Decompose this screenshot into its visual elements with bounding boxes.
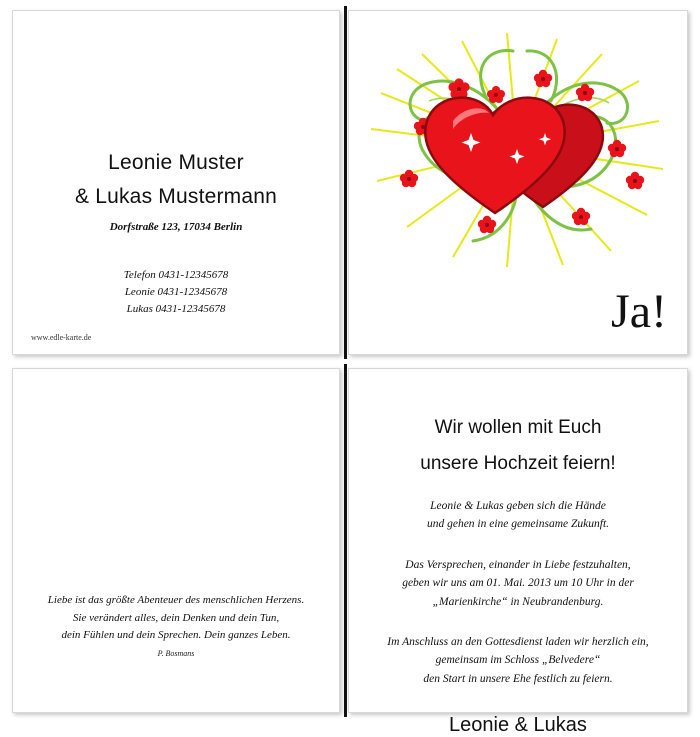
- fold-line-bottom: [344, 364, 347, 717]
- card-panel-outer-right: [348, 10, 688, 355]
- phone-general: Telefon 0431-12345678: [123, 269, 229, 281]
- paragraph-3-line-2: gemeinsam im Schloss „Belvedere“: [435, 654, 601, 667]
- paragraph-3-line-3: den Start in unsere Ehe festlich zu feiern.: [423, 672, 613, 685]
- couple-names-block: [13, 151, 339, 209]
- card-panel-inner-left: [12, 368, 340, 713]
- paragraph-2-line-3: „Marienkirche“ in Neubrandenburg.: [432, 595, 604, 608]
- quote-line-2: Sie verändert alles, dein Denken und dein Tun,: [72, 611, 280, 624]
- card-panel-outer-left: [12, 10, 340, 355]
- invitation-headline-2: unsere Hochzeit feiern!: [420, 453, 616, 474]
- invitation-paragraph-3: [375, 633, 661, 688]
- invitation-text-block: [349, 369, 687, 737]
- quote-line-3: dein Fühlen und dein Sprechen. Dein ganzes Leben.: [61, 628, 291, 641]
- phone-list: [13, 267, 339, 318]
- quote-line-1: Liebe ist das größte Abenteuer des menschlichen Herzens.: [47, 594, 305, 607]
- fold-line-top: [344, 6, 347, 359]
- invitation-paragraph-1: [375, 497, 661, 534]
- invitation-headline-1: Wir wollen mit Euch: [434, 417, 602, 438]
- phone-lukas: Lukas 0431-12345678: [126, 303, 226, 316]
- paragraph-1-line-1: Leonie & Lukas geben sich die Hände: [430, 500, 606, 512]
- invitation-signature: Leonie & Lukas: [449, 714, 587, 737]
- website-url: www.edle-karte.de: [31, 333, 92, 342]
- postal-address: Dorfstraße 123, 17034 Berlin: [109, 221, 243, 233]
- bride-name: Leonie Muster: [108, 151, 244, 174]
- paragraph-3-line-1: Im Anschluss an den Gottesdienst laden wir herzlich ein,: [387, 635, 649, 648]
- hearts-artwork: [367, 29, 667, 269]
- phone-leonie: Leonie 0431-12345678: [124, 286, 228, 299]
- love-quote: [13, 592, 339, 660]
- paragraph-2-line-1: Das Versprechen, einander in Liebe festzuhalten,: [405, 558, 631, 571]
- yes-word: Ja!: [611, 285, 667, 338]
- card-panel-inner-right: [348, 368, 688, 737]
- groom-name: & Lukas Mustermann: [74, 185, 278, 208]
- quote-author: P. Bosmans: [157, 648, 195, 658]
- invitation-paragraph-2: [375, 556, 661, 611]
- paragraph-1-line-2: und gehen in eine gemeinsame Zukunft.: [426, 518, 610, 531]
- paragraph-2-line-2: geben wir uns am 01. Mai. 2013 um 10 Uhr in der: [402, 577, 634, 590]
